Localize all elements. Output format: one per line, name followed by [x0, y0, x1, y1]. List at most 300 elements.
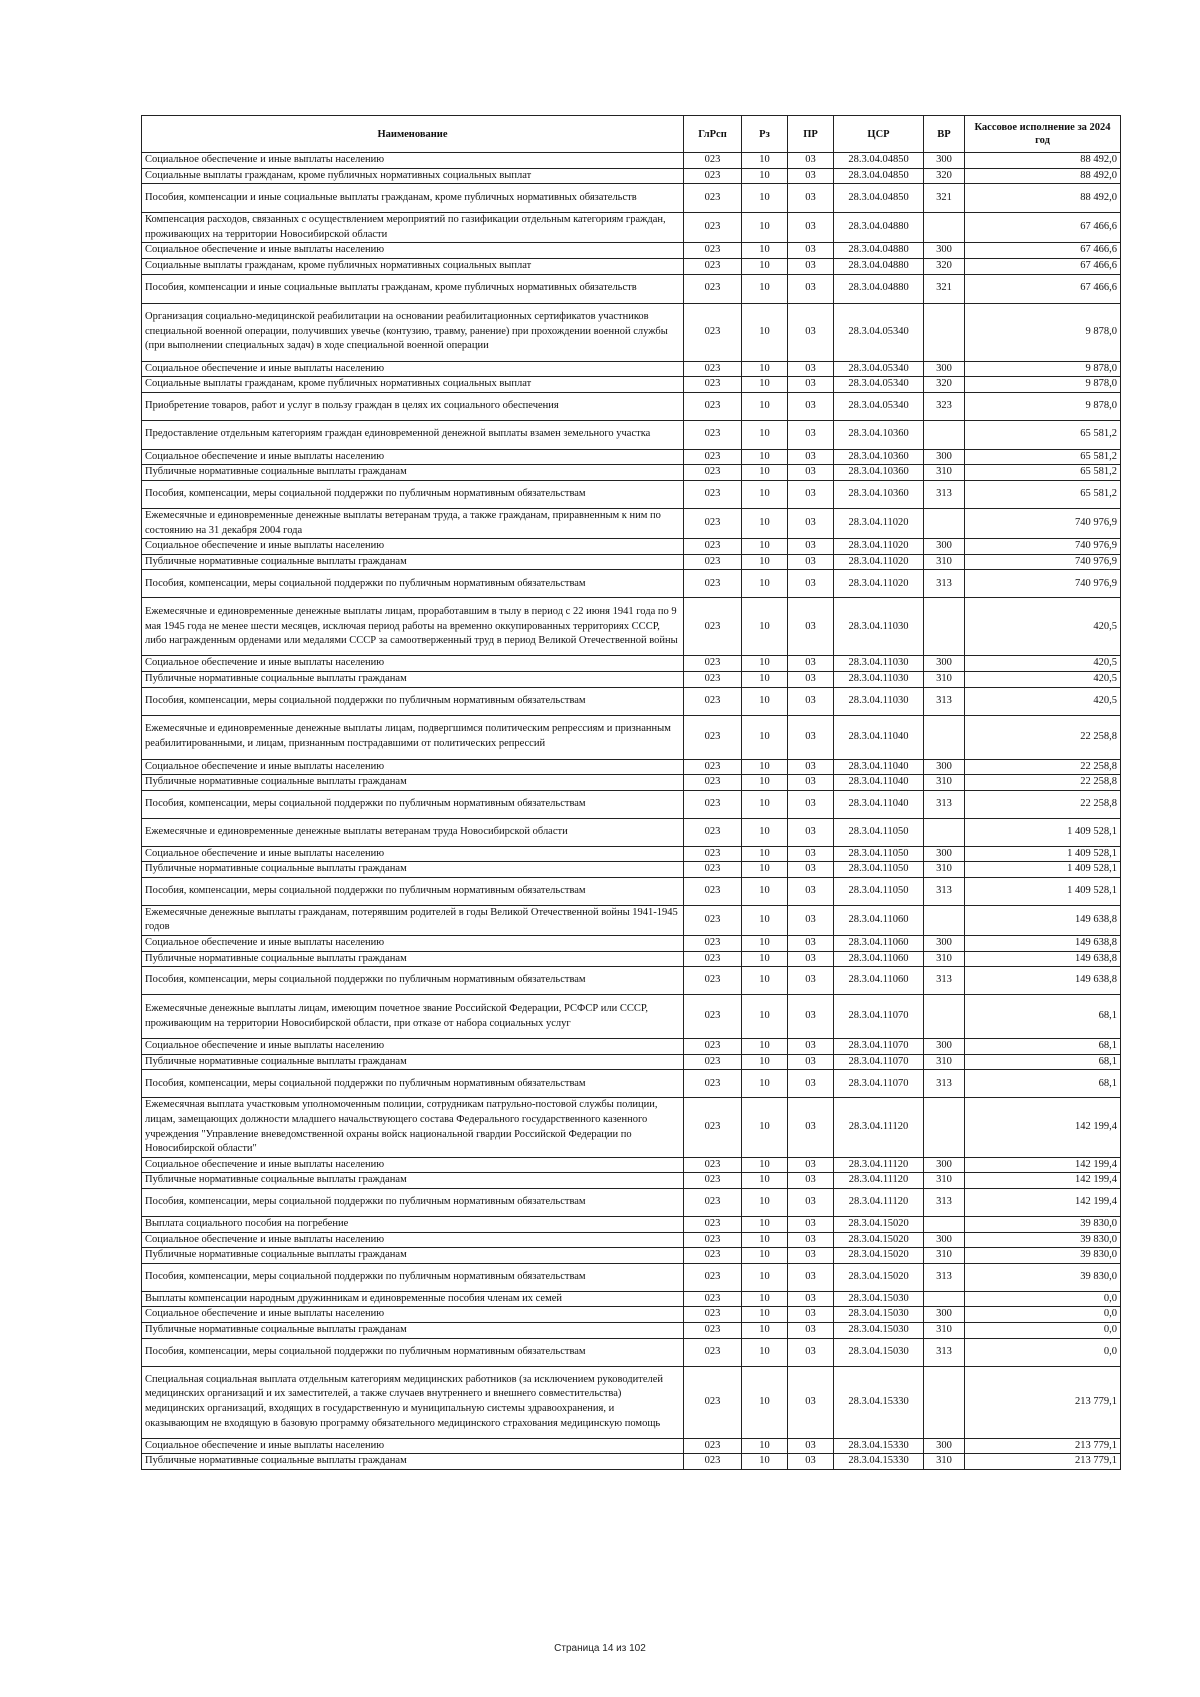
cell-name: Социальное обеспечение и иные выплаты населению [142, 1307, 684, 1323]
table-row [142, 1173, 1121, 1189]
cell-amount: 65 581,2 [965, 480, 1121, 508]
cell-csr: 28.3.04.11060 [834, 905, 924, 935]
cell-amount: 22 258,8 [965, 759, 1121, 775]
header-pr: ПР [788, 116, 834, 153]
cell-amount: 420,5 [965, 598, 1121, 656]
cell-vr [924, 1291, 965, 1307]
cell-vr: 313 [924, 1189, 965, 1217]
cell-rz: 10 [742, 671, 788, 687]
table-row [142, 790, 1121, 818]
cell-rz: 10 [742, 213, 788, 243]
cell-pr: 03 [788, 1291, 834, 1307]
cell-name: Социальное обеспечение и иные выплаты населению [142, 243, 684, 259]
cell-vr [924, 420, 965, 449]
cell-amount: 68,1 [965, 1039, 1121, 1055]
cell-vr: 310 [924, 1322, 965, 1338]
table-row [142, 1263, 1121, 1291]
cell-glrsp: 023 [684, 951, 742, 967]
cell-csr: 28.3.04.15330 [834, 1366, 924, 1438]
cell-rz: 10 [742, 1263, 788, 1291]
cell-amount: 149 638,8 [965, 936, 1121, 952]
cell-csr: 28.3.04.15030 [834, 1291, 924, 1307]
cell-glrsp: 023 [684, 687, 742, 715]
cell-name: Социальное обеспечение и иные выплаты населению [142, 759, 684, 775]
cell-vr: 313 [924, 877, 965, 905]
cell-vr: 310 [924, 1054, 965, 1070]
cell-glrsp: 023 [684, 213, 742, 243]
table-row [142, 598, 1121, 656]
cell-pr: 03 [788, 449, 834, 465]
cell-vr: 321 [924, 184, 965, 213]
cell-amount: 67 466,6 [965, 274, 1121, 303]
cell-glrsp: 023 [684, 905, 742, 935]
cell-rz: 10 [742, 184, 788, 213]
table-row [142, 1438, 1121, 1454]
cell-csr: 28.3.04.11070 [834, 995, 924, 1039]
cell-rz: 10 [742, 153, 788, 169]
cell-glrsp: 023 [684, 1454, 742, 1470]
cell-rz: 10 [742, 1054, 788, 1070]
cell-rz: 10 [742, 687, 788, 715]
cell-name: Публичные нормативные социальные выплаты гражданам [142, 1054, 684, 1070]
cell-glrsp: 023 [684, 846, 742, 862]
cell-rz: 10 [742, 877, 788, 905]
cell-vr: 300 [924, 1307, 965, 1323]
cell-pr: 03 [788, 1366, 834, 1438]
table-header-row [142, 116, 1121, 153]
cell-glrsp: 023 [684, 1232, 742, 1248]
cell-name: Публичные нормативные социальные выплаты гражданам [142, 775, 684, 791]
cell-amount: 65 581,2 [965, 420, 1121, 449]
cell-rz: 10 [742, 554, 788, 570]
table-row [142, 1338, 1121, 1366]
cell-pr: 03 [788, 995, 834, 1039]
cell-pr: 03 [788, 508, 834, 538]
cell-rz: 10 [742, 790, 788, 818]
table-row [142, 656, 1121, 672]
cell-vr: 310 [924, 862, 965, 878]
cell-name: Ежемесячные и единовременные денежные выплаты ветеранам труда Новосибирской области [142, 818, 684, 846]
cell-csr: 28.3.04.11070 [834, 1054, 924, 1070]
cell-vr [924, 1098, 965, 1157]
cell-csr: 28.3.04.11060 [834, 936, 924, 952]
cell-pr: 03 [788, 184, 834, 213]
budget-execution-table [141, 115, 1121, 1470]
cell-vr [924, 1366, 965, 1438]
cell-csr: 28.3.04.11050 [834, 846, 924, 862]
cell-pr: 03 [788, 967, 834, 995]
cell-vr: 313 [924, 790, 965, 818]
cell-csr: 28.3.04.04880 [834, 258, 924, 274]
cell-amount: 1 409 528,1 [965, 846, 1121, 862]
cell-amount: 740 976,9 [965, 508, 1121, 538]
cell-pr: 03 [788, 1248, 834, 1264]
cell-rz: 10 [742, 1307, 788, 1323]
cell-glrsp: 023 [684, 361, 742, 377]
cell-glrsp: 023 [684, 303, 742, 361]
cell-csr: 28.3.04.10360 [834, 480, 924, 508]
cell-amount: 149 638,8 [965, 905, 1121, 935]
table-row [142, 377, 1121, 393]
cell-glrsp: 023 [684, 862, 742, 878]
cell-amount: 65 581,2 [965, 465, 1121, 481]
cell-vr: 300 [924, 656, 965, 672]
cell-csr: 28.3.04.11030 [834, 687, 924, 715]
cell-csr: 28.3.04.04880 [834, 243, 924, 259]
cell-name: Публичные нормативные социальные выплаты гражданам [142, 1173, 684, 1189]
cell-name: Социальное обеспечение и иные выплаты населению [142, 153, 684, 169]
cell-glrsp: 023 [684, 1157, 742, 1173]
cell-rz: 10 [742, 570, 788, 598]
cell-glrsp: 023 [684, 392, 742, 420]
cell-pr: 03 [788, 877, 834, 905]
cell-rz: 10 [742, 1217, 788, 1233]
cell-rz: 10 [742, 508, 788, 538]
cell-csr: 28.3.04.04880 [834, 274, 924, 303]
cell-csr: 28.3.04.11120 [834, 1098, 924, 1157]
cell-name: Публичные нормативные социальные выплаты гражданам [142, 1248, 684, 1264]
cell-amount: 149 638,8 [965, 967, 1121, 995]
cell-pr: 03 [788, 1263, 834, 1291]
cell-amount: 1 409 528,1 [965, 877, 1121, 905]
cell-name: Специальная социальная выплата отдельным категориям медицинских работников (за исключением руководителей медицинских организаций и их заместителей, а также случаев внутреннего и внешнего совместительства) медицинских организаций, входящих в государственную и муниципальную системы здравоохранения, и оказывающим не входящую в базовую программу обязательного медицинского страхования медицинскую помощь [142, 1366, 684, 1438]
cell-name: Пособия, компенсации, меры социальной поддержки по публичным нормативным обязательствам [142, 570, 684, 598]
cell-glrsp: 023 [684, 1217, 742, 1233]
table-body [142, 153, 1121, 1470]
cell-amount: 68,1 [965, 1070, 1121, 1098]
cell-csr: 28.3.04.11040 [834, 759, 924, 775]
cell-rz: 10 [742, 967, 788, 995]
cell-amount: 9 878,0 [965, 377, 1121, 393]
cell-csr: 28.3.04.11020 [834, 539, 924, 555]
cell-rz: 10 [742, 303, 788, 361]
cell-amount: 68,1 [965, 995, 1121, 1039]
cell-amount: 213 779,1 [965, 1438, 1121, 1454]
cell-glrsp: 023 [684, 1307, 742, 1323]
cell-pr: 03 [788, 656, 834, 672]
cell-csr: 28.3.04.04850 [834, 153, 924, 169]
table-row [142, 1189, 1121, 1217]
cell-name: Публичные нормативные социальные выплаты гражданам [142, 554, 684, 570]
header-amount: Кассовое исполнение за 2024 год [965, 116, 1121, 153]
cell-name: Пособия, компенсации и иные социальные выплаты гражданам, кроме публичных нормативных обязательств [142, 274, 684, 303]
cell-name: Ежемесячные денежные выплаты лицам, имеющим почетное звание Российской Федерации, РСФСР или СССР, проживающим на территории Новосибирской области, при отказе от набора социальных услуг [142, 995, 684, 1039]
table-row [142, 1454, 1121, 1470]
cell-pr: 03 [788, 1307, 834, 1323]
cell-glrsp: 023 [684, 1098, 742, 1157]
cell-csr: 28.3.04.11020 [834, 554, 924, 570]
cell-csr: 28.3.04.10360 [834, 420, 924, 449]
cell-amount: 420,5 [965, 656, 1121, 672]
cell-amount: 67 466,6 [965, 213, 1121, 243]
cell-pr: 03 [788, 1039, 834, 1055]
cell-csr: 28.3.04.04850 [834, 184, 924, 213]
cell-csr: 28.3.04.10360 [834, 449, 924, 465]
cell-name: Публичные нормативные социальные выплаты гражданам [142, 951, 684, 967]
cell-pr: 03 [788, 539, 834, 555]
table-row [142, 967, 1121, 995]
table-row [142, 1232, 1121, 1248]
cell-vr [924, 303, 965, 361]
cell-pr: 03 [788, 392, 834, 420]
cell-glrsp: 023 [684, 420, 742, 449]
cell-csr: 28.3.04.11040 [834, 775, 924, 791]
cell-name: Пособия, компенсации, меры социальной поддержки по публичным нормативным обязательствам [142, 967, 684, 995]
cell-name: Пособия, компенсации, меры социальной поддержки по публичным нормативным обязательствам [142, 877, 684, 905]
cell-amount: 420,5 [965, 687, 1121, 715]
cell-vr: 323 [924, 392, 965, 420]
cell-glrsp: 023 [684, 1263, 742, 1291]
cell-rz: 10 [742, 1454, 788, 1470]
cell-glrsp: 023 [684, 1438, 742, 1454]
cell-vr: 300 [924, 1438, 965, 1454]
cell-name: Пособия, компенсации, меры социальной поддержки по публичным нормативным обязательствам [142, 1189, 684, 1217]
cell-vr: 310 [924, 1454, 965, 1470]
cell-glrsp: 023 [684, 1054, 742, 1070]
cell-name: Пособия, компенсации, меры социальной поддержки по публичным нормативным обязательствам [142, 480, 684, 508]
cell-glrsp: 023 [684, 258, 742, 274]
cell-rz: 10 [742, 1322, 788, 1338]
cell-rz: 10 [742, 1098, 788, 1157]
cell-vr: 313 [924, 967, 965, 995]
cell-csr: 28.3.04.11050 [834, 818, 924, 846]
cell-csr: 28.3.04.15020 [834, 1263, 924, 1291]
cell-name: Социальное обеспечение и иные выплаты населению [142, 846, 684, 862]
cell-rz: 10 [742, 598, 788, 656]
cell-csr: 28.3.04.11050 [834, 862, 924, 878]
cell-pr: 03 [788, 1173, 834, 1189]
cell-csr: 28.3.04.15030 [834, 1307, 924, 1323]
cell-name: Социальное обеспечение и иные выплаты населению [142, 1039, 684, 1055]
cell-amount: 88 492,0 [965, 184, 1121, 213]
cell-csr: 28.3.04.15030 [834, 1322, 924, 1338]
cell-vr [924, 818, 965, 846]
cell-vr: 300 [924, 449, 965, 465]
cell-pr: 03 [788, 1454, 834, 1470]
cell-pr: 03 [788, 775, 834, 791]
cell-csr: 28.3.04.15030 [834, 1338, 924, 1366]
cell-rz: 10 [742, 243, 788, 259]
table-row [142, 539, 1121, 555]
table-row [142, 213, 1121, 243]
cell-amount: 1 409 528,1 [965, 818, 1121, 846]
cell-vr: 300 [924, 243, 965, 259]
cell-pr: 03 [788, 465, 834, 481]
cell-csr: 28.3.04.11070 [834, 1039, 924, 1055]
cell-vr: 320 [924, 168, 965, 184]
header-vr: ВР [924, 116, 965, 153]
cell-name: Публичные нормативные социальные выплаты гражданам [142, 465, 684, 481]
table-row [142, 951, 1121, 967]
cell-vr: 310 [924, 554, 965, 570]
cell-vr [924, 508, 965, 538]
cell-vr [924, 995, 965, 1039]
cell-amount: 22 258,8 [965, 775, 1121, 791]
table-row [142, 1054, 1121, 1070]
cell-vr: 300 [924, 759, 965, 775]
cell-rz: 10 [742, 1039, 788, 1055]
cell-amount: 213 779,1 [965, 1366, 1121, 1438]
cell-glrsp: 023 [684, 243, 742, 259]
cell-amount: 142 199,4 [965, 1098, 1121, 1157]
cell-csr: 28.3.04.11120 [834, 1189, 924, 1217]
cell-glrsp: 023 [684, 1039, 742, 1055]
cell-name: Ежемесячные и единовременные денежные выплаты ветеранам труда, а также гражданам, приравненным к ним по состоянию на 31 декабря 2004 года [142, 508, 684, 538]
cell-name: Компенсация расходов, связанных с осуществлением мероприятий по газификации отдельным категориям граждан, проживающих на территории Новосибирской области [142, 213, 684, 243]
table-row [142, 687, 1121, 715]
cell-amount: 39 830,0 [965, 1263, 1121, 1291]
cell-csr: 28.3.04.05340 [834, 303, 924, 361]
cell-amount: 0,0 [965, 1338, 1121, 1366]
cell-csr: 28.3.04.15020 [834, 1217, 924, 1233]
cell-name: Публичные нормативные социальные выплаты гражданам [142, 671, 684, 687]
cell-name: Приобретение товаров, работ и услуг в пользу граждан в целях их социального обеспечения [142, 392, 684, 420]
table-row [142, 480, 1121, 508]
cell-pr: 03 [788, 1232, 834, 1248]
cell-name: Социальные выплаты гражданам, кроме публичных нормативных социальных выплат [142, 168, 684, 184]
table-row [142, 936, 1121, 952]
cell-pr: 03 [788, 361, 834, 377]
cell-csr: 28.3.04.15330 [834, 1454, 924, 1470]
cell-pr: 03 [788, 554, 834, 570]
cell-pr: 03 [788, 213, 834, 243]
table-row [142, 570, 1121, 598]
cell-name: Пособия, компенсации, меры социальной поддержки по публичным нормативным обязательствам [142, 1263, 684, 1291]
cell-rz: 10 [742, 995, 788, 1039]
cell-glrsp: 023 [684, 554, 742, 570]
cell-vr: 321 [924, 274, 965, 303]
cell-csr: 28.3.04.05340 [834, 377, 924, 393]
cell-glrsp: 023 [684, 184, 742, 213]
cell-csr: 28.3.04.11060 [834, 951, 924, 967]
cell-vr: 300 [924, 361, 965, 377]
cell-name: Социальное обеспечение и иные выплаты населению [142, 539, 684, 555]
cell-vr: 310 [924, 671, 965, 687]
cell-csr: 28.3.04.11020 [834, 570, 924, 598]
cell-name: Выплата социального пособия на погребение [142, 1217, 684, 1233]
table-row [142, 846, 1121, 862]
cell-rz: 10 [742, 392, 788, 420]
cell-amount: 22 258,8 [965, 715, 1121, 759]
cell-rz: 10 [742, 480, 788, 508]
cell-glrsp: 023 [684, 1189, 742, 1217]
cell-rz: 10 [742, 168, 788, 184]
cell-name: Социальное обеспечение и иные выплаты населению [142, 936, 684, 952]
cell-vr: 313 [924, 1338, 965, 1366]
cell-rz: 10 [742, 274, 788, 303]
cell-vr: 300 [924, 539, 965, 555]
cell-glrsp: 023 [684, 656, 742, 672]
cell-amount: 420,5 [965, 671, 1121, 687]
cell-amount: 88 492,0 [965, 168, 1121, 184]
cell-amount: 740 976,9 [965, 539, 1121, 555]
cell-glrsp: 023 [684, 1366, 742, 1438]
cell-vr [924, 598, 965, 656]
cell-pr: 03 [788, 1322, 834, 1338]
cell-rz: 10 [742, 1173, 788, 1189]
cell-pr: 03 [788, 420, 834, 449]
cell-vr: 320 [924, 377, 965, 393]
cell-csr: 28.3.04.11120 [834, 1173, 924, 1189]
table-row [142, 361, 1121, 377]
cell-rz: 10 [742, 846, 788, 862]
cell-glrsp: 023 [684, 1291, 742, 1307]
cell-csr: 28.3.04.11030 [834, 598, 924, 656]
cell-vr: 300 [924, 1232, 965, 1248]
cell-vr: 313 [924, 570, 965, 598]
cell-rz: 10 [742, 862, 788, 878]
cell-vr: 300 [924, 153, 965, 169]
cell-glrsp: 023 [684, 539, 742, 555]
table-row [142, 449, 1121, 465]
cell-glrsp: 023 [684, 877, 742, 905]
cell-rz: 10 [742, 1070, 788, 1098]
cell-glrsp: 023 [684, 818, 742, 846]
table-row [142, 905, 1121, 935]
cell-pr: 03 [788, 936, 834, 952]
cell-rz: 10 [742, 951, 788, 967]
cell-amount: 0,0 [965, 1322, 1121, 1338]
cell-pr: 03 [788, 671, 834, 687]
cell-amount: 142 199,4 [965, 1157, 1121, 1173]
cell-amount: 68,1 [965, 1054, 1121, 1070]
cell-pr: 03 [788, 570, 834, 598]
cell-vr: 310 [924, 775, 965, 791]
cell-name: Ежемесячная выплата участковым уполномоченным полиции, сотрудникам патрульно-постовой службы полиции, лицам, замещающих должности младшего начальствующего состава Федерального государственного казенного учреждения "Управление вневедомственной охраны войск национальной гвардии Российской Федерации по Новосибирской области" [142, 1098, 684, 1157]
cell-rz: 10 [742, 361, 788, 377]
table-row [142, 818, 1121, 846]
cell-vr: 300 [924, 846, 965, 862]
table-row [142, 1157, 1121, 1173]
cell-glrsp: 023 [684, 1338, 742, 1366]
cell-vr: 300 [924, 1157, 965, 1173]
cell-amount: 213 779,1 [965, 1454, 1121, 1470]
cell-pr: 03 [788, 480, 834, 508]
cell-csr: 28.3.04.15020 [834, 1248, 924, 1264]
cell-pr: 03 [788, 303, 834, 361]
cell-pr: 03 [788, 818, 834, 846]
cell-name: Социальное обеспечение и иные выплаты населению [142, 1232, 684, 1248]
cell-glrsp: 023 [684, 465, 742, 481]
cell-glrsp: 023 [684, 715, 742, 759]
cell-pr: 03 [788, 598, 834, 656]
cell-name: Социальное обеспечение и иные выплаты населению [142, 656, 684, 672]
cell-name: Социальное обеспечение и иные выплаты населению [142, 1438, 684, 1454]
cell-rz: 10 [742, 539, 788, 555]
cell-glrsp: 023 [684, 274, 742, 303]
cell-rz: 10 [742, 936, 788, 952]
cell-glrsp: 023 [684, 449, 742, 465]
header-glrsp: ГлРсп [684, 116, 742, 153]
cell-pr: 03 [788, 715, 834, 759]
cell-pr: 03 [788, 1338, 834, 1366]
cell-rz: 10 [742, 420, 788, 449]
cell-rz: 10 [742, 1189, 788, 1217]
cell-glrsp: 023 [684, 168, 742, 184]
cell-name: Пособия, компенсации, меры социальной поддержки по публичным нормативным обязательствам [142, 687, 684, 715]
cell-glrsp: 023 [684, 377, 742, 393]
cell-amount: 740 976,9 [965, 554, 1121, 570]
cell-glrsp: 023 [684, 775, 742, 791]
cell-amount: 9 878,0 [965, 392, 1121, 420]
table-row [142, 184, 1121, 213]
table-row [142, 303, 1121, 361]
cell-amount: 22 258,8 [965, 790, 1121, 818]
table-row [142, 274, 1121, 303]
cell-pr: 03 [788, 1217, 834, 1233]
cell-glrsp: 023 [684, 936, 742, 952]
cell-vr: 320 [924, 258, 965, 274]
